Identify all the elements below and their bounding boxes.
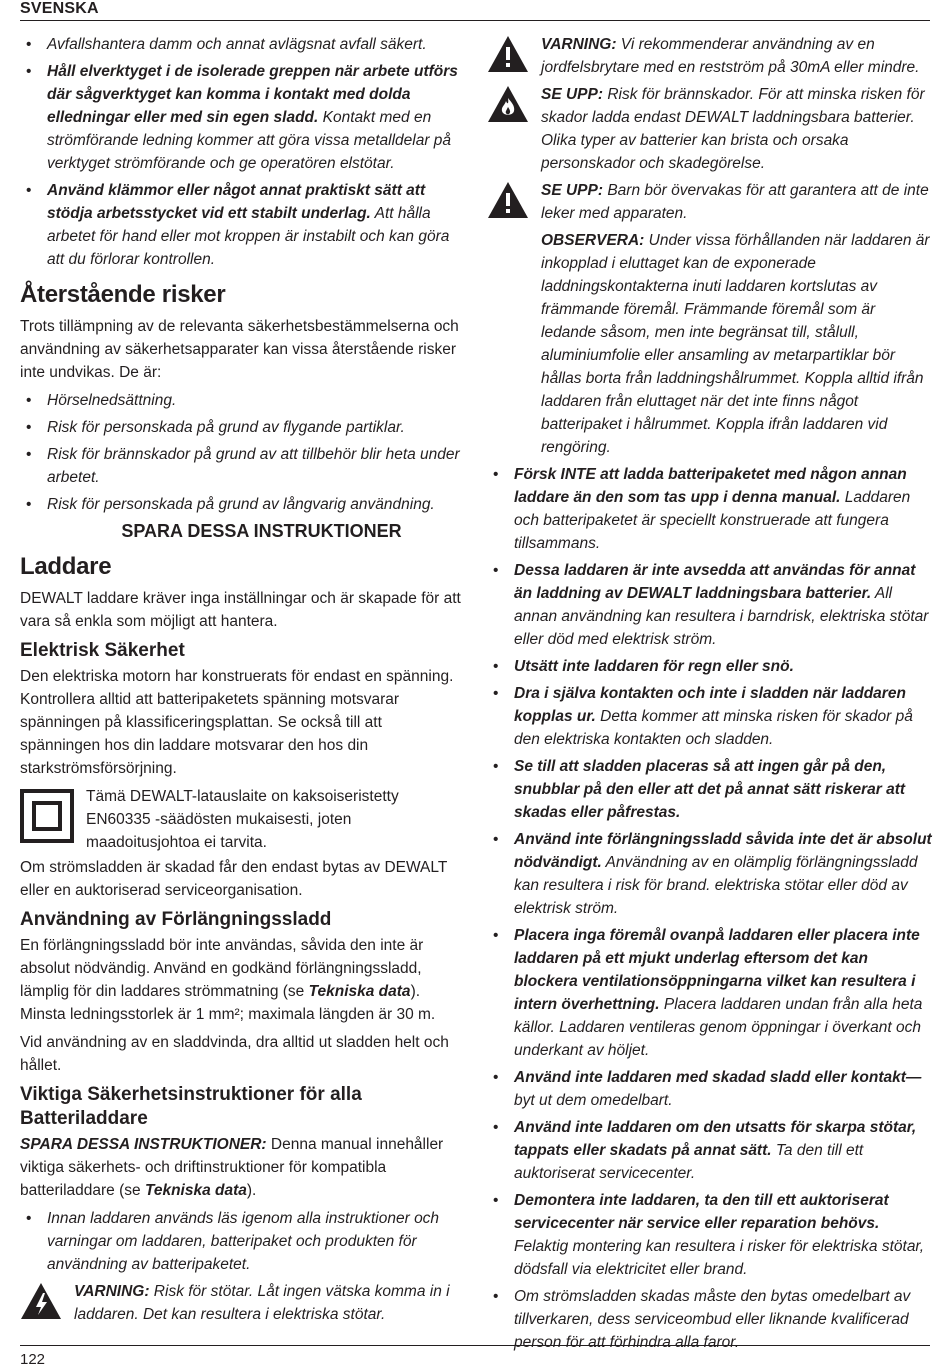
- left-column: [20, 33, 463, 1330]
- safety-bullets: [20, 1207, 463, 1276]
- warning-triangle-icon: [487, 35, 529, 73]
- right-column: [487, 33, 932, 1358]
- page-number: 122: [20, 1351, 46, 1368]
- charger-safety-bullets: [487, 463, 932, 1354]
- list-item: • Dessa laddaren är inte avsedda att användas för annat än laddning av DEWALT laddningsbara batterier. All annan användning kan resultera i barndrisk, elektriska stötar eller död med elektrisk ström.: [487, 559, 932, 651]
- charger-text: DEWALT laddare kräver inga inställningar och är skapade för att vara så enkla som möjligt att hantera.: [20, 590, 461, 630]
- list-item: • Dra i själva kontakten och inte i sladden när laddaren kopplas ur. Detta kommer att minska risken för skador på den elektriska kontakten och sladden.: [487, 682, 932, 751]
- electrical-safety-text: Den elektriska motorn har konstruerats för endast en spänning. Kontrollera alltid att batteripaketets spänning motsvarar spänningen på klassificeringsplattan. Se också till att spänningen hos din laddare motsvarar den hos din starkströmsförsörjning.: [20, 668, 454, 777]
- list-item: • Använd inte förlängningssladd såvida inte det är absolut nödvändigt. Användning av en olämplig förlängningssladd kan resultera i risk för brand. elektriska stötar eller död av elektrisk ström.: [487, 828, 932, 920]
- list-item: • Använd inte laddaren med skadad sladd eller kontakt— byt ut dem omedelbart.: [487, 1066, 932, 1112]
- extension-cord-heading: Användning av Förlängningssladd: [20, 909, 332, 930]
- list-item: • Avfallshantera damm och annat avlägsnat avfall säkert.: [20, 33, 463, 56]
- list-item: • Utsätt inte laddaren för regn eller snö.: [487, 655, 932, 678]
- cord-reel-text: Vid användning av en sladdvinda, dra alltid ut sladden helt och hållet.: [20, 1034, 449, 1074]
- notice-text: OBSERVERA: Under vissa förhållanden när laddaren är inkopplad i eluttaget kan de exponerade laddningskontakterna inuti laddaren kortslutas av främmande föremål. Främmande föremål som är ledande såsom, men inte begränsat till, stålull, aluminiumfolie eller ansamling av metarpartiklar bör hållas borta från laddningshålrummet. Koppla alltid ifrån laddaren från eluttaget när det inte finns något batteripaket i hålrummet. Koppla ifrån laddaren vid rengöring.: [541, 232, 930, 456]
- list-item: • Se till att sladden placeras så att ingen går på den, snubblar på den eller att det på annat sätt riskerar att skadas eller påfrestas.: [487, 755, 932, 824]
- risks-intro: Trots tillämpning av de relevanta säkerhetsbestämmelserna och användning av säkerhetsapparater kan vissa återstående risker inte undvikas. De är:: [20, 318, 459, 381]
- list-item: • Om strömsladden skadas måste den bytas omedelbart av tillverkaren, dess serviceombud eller liknande kvalificerad person för att förhindra alla faror.: [487, 1285, 932, 1354]
- list-item: • Håll elverktyget i de isolerade greppen när arbete utförs där sågverktyget kan komma i kontakt med dolda elledningar eller med sin egen sladd. Kontakt med en strömförande ledning kommer att göra vissa metalldelar på verktyget strömförande och ge operatören elstötar.: [20, 60, 463, 175]
- list-item: • Demontera inte laddaren, ta den till ett auktoriserat servicecenter när service eller reparation behövs. Felaktig montering kan resultera i risker för elektriska stötar, dödsfall via elektricitet eller brand.: [487, 1189, 932, 1281]
- electric-shock-icon: [20, 1282, 62, 1320]
- burn-caution: SE UPP: Risk för brännskador. För att minska risken för skador ladda endast DEWALT laddningsbara batterier. Olika typer av batterier kan brista och orsaka personskador och skadegörelse.: [487, 83, 932, 175]
- cord-damage-text: Om strömsladden är skadad får den endast bytas av DEWALT eller en auktoriserad serviceorganisation.: [20, 859, 448, 899]
- double-insulation-icon: [20, 789, 74, 843]
- list-item: • Innan laddaren används läs igenom alla instruktioner och varningar om laddaren, batteripaket och produkten för användning av batteripaketet.: [20, 1207, 463, 1276]
- electrical-safety-heading: Elektrisk Säkerhet: [20, 640, 185, 661]
- fire-warning-icon: [487, 85, 529, 123]
- children-caution: SE UPP: Barn bör övervakas för att garantera att de inte leker med apparaten.: [487, 179, 932, 225]
- extension-cord-text: En förlängningssladd bör inte användas, såvida den inte är absolut nödvändig. Använd en godkänd förlängningssladd, lämplig för din laddares strömmatning (se Tekniska data). Minsta ledningsstorlek är 1 mm²; maximala längden är 30 m.: [20, 937, 436, 1023]
- list-item: • Försk INTE att ladda batteripaketet med någon annan laddare än den som tas upp i denna manual. Laddaren och batteripaketet är speciellt konstruerade att fungera tillsammans.: [487, 463, 932, 555]
- list-item: • Risk för brännskador på grund av att tillbehör blir heta under arbetet.: [20, 443, 463, 489]
- save-instructions-heading: SPARA DESSA INSTRUKTIONER: [121, 521, 402, 541]
- shock-warning: VARNING: Risk för stötar. Låt ingen vätska komma in i laddaren. Det kan resultera i elektriska stötar.: [20, 1280, 463, 1326]
- safety-instructions-heading: Viktiga Säkerhetsinstruktioner för alla Batteriladdare: [20, 1084, 362, 1129]
- double-insulation-text: Tämä DEWALT-latauslaite on kaksoiseristetty EN60335 -säädösten mukaisesti, joten maadoitusjohtoa ei tarvita.: [86, 788, 399, 851]
- double-insulation-note: [20, 785, 463, 854]
- safety-instructions-text: SPARA DESSA INSTRUKTIONER: Denna manual innehåller viktiga säkerhets- och driftinstruktioner för kompatibla batteriladdare (se Tekniska data).: [20, 1136, 444, 1199]
- intro-bullets: [20, 33, 463, 271]
- warning-triangle-icon: [487, 181, 529, 219]
- list-item: • Placera inga föremål ovanpå laddaren eller placera inte laddaren på ett mjukt underlag eftersom det kan blockera ventilationsöppningarna vilket kan resultera i intern överhettning. Placera laddaren undan från alla heta källor. Laddaren ventileras genom öppningar i överkant och underkant av höljet.: [487, 924, 932, 1062]
- list-item: • Använd inte laddaren om den utsatts för skarpa stötar, tappats eller skadats på annat sätt. Ta den till ett auktoriserat servicecenter.: [487, 1116, 932, 1185]
- list-item: • Använd klämmor eller något annat praktiskt sätt att stödja arbetsstycket vid ett stabilt underlag. Att hålla arbetet för hand eller mot kroppen är instabilt och kan göra att du förlorar kontrollen.: [20, 179, 463, 271]
- list-item: • Risk för personskada på grund av flygande partiklar.: [20, 416, 463, 439]
- list-item: • Hörselnedsättning.: [20, 389, 463, 412]
- charger-heading: Laddare: [20, 553, 112, 580]
- rcd-warning: VARNING: Vi rekommenderar användning av en jordfelsbrytare med en restström på 30mA eller mindre.: [487, 33, 932, 79]
- list-item: • Risk för personskada på grund av långvarig användning.: [20, 493, 463, 516]
- section-header: SVENSKA: [20, 0, 99, 17]
- header-rule: [20, 20, 930, 21]
- risks-list: [20, 389, 463, 516]
- footer-rule: [20, 1345, 930, 1346]
- risks-heading: Återstående risker: [20, 281, 226, 308]
